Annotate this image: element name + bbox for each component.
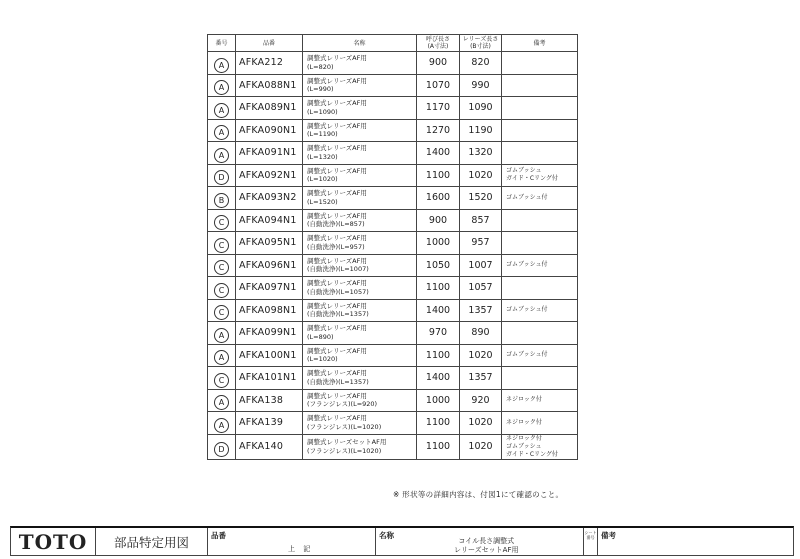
table-row — [208, 299, 578, 322]
code-badge: B — [214, 193, 229, 208]
document-type: 部品特定用図 — [96, 528, 208, 555]
header-nominal-length — [417, 35, 460, 52]
cell-code — [208, 344, 236, 367]
cell-part-number: AFKA093N2 — [236, 187, 303, 210]
cell-nominal-length: 900 — [417, 52, 460, 75]
name-line-1: 調整式レリーズAF用 — [307, 279, 367, 288]
cell-name — [303, 254, 417, 277]
name-line-2: (フランジレス)(L=920) — [307, 400, 378, 409]
cell-name — [303, 412, 417, 435]
cell-code — [208, 164, 236, 187]
cell-name — [303, 119, 417, 142]
cell-code — [208, 187, 236, 210]
table-row — [208, 434, 578, 459]
title-name-label: 名称 — [379, 531, 394, 540]
name-line-1: 調整式レリーズAF用 — [307, 414, 367, 423]
cell-release-length: 1320 — [460, 142, 502, 165]
name-line-1: 調整式レリーズAF用 — [307, 324, 367, 333]
remark-line-1: ネジロック付 — [506, 418, 542, 426]
cell-code — [208, 52, 236, 75]
table-row — [208, 344, 578, 367]
cell-release-length: 1020 — [460, 434, 502, 459]
cell-name — [303, 322, 417, 345]
table-row — [208, 142, 578, 165]
header-code: 番号 — [208, 35, 236, 52]
name-line-1: 調整式レリーズAF用 — [307, 391, 367, 400]
name-line-1: 調整式レリーズAF用 — [307, 54, 367, 63]
name-line-1: 調整式レリーズAF用 — [307, 99, 367, 108]
cell-nominal-length: 1000 — [417, 389, 460, 412]
cell-name — [303, 389, 417, 412]
name-line-2: (L=1190) — [307, 130, 338, 139]
title-remarks-cell — [598, 528, 793, 555]
cell-name — [303, 277, 417, 300]
remark-line-2: ガイド・Cリング付 — [506, 175, 558, 183]
cell-release-length: 890 — [460, 322, 502, 345]
cell-nominal-length: 1100 — [417, 164, 460, 187]
cell-remarks — [502, 142, 578, 165]
cell-release-length: 1357 — [460, 367, 502, 390]
name-line-1: 調整式レリーズAF用 — [307, 211, 367, 220]
name-line-1: 調整式レリーズAF用 — [307, 256, 367, 265]
title-name-line-1: コイル長さ調整式 — [458, 537, 515, 545]
cell-name — [303, 232, 417, 255]
cell-release-length: 820 — [460, 52, 502, 75]
code-badge: A — [214, 395, 229, 410]
cell-part-number: AFKA212 — [236, 52, 303, 75]
name-line-1: 調整式レリーズAF用 — [307, 121, 367, 130]
cell-name — [303, 52, 417, 75]
cell-remarks — [502, 119, 578, 142]
cell-remarks — [502, 412, 578, 435]
cell-code — [208, 299, 236, 322]
name-line-2: (L=890) — [307, 332, 334, 341]
cell-release-length: 1357 — [460, 299, 502, 322]
name-line-2: (フランジレス)(L=1020) — [307, 446, 382, 455]
cell-release-length: 920 — [460, 389, 502, 412]
cell-remarks — [502, 299, 578, 322]
name-line-2: (L=1020) — [307, 355, 338, 364]
table-body — [208, 52, 578, 460]
cell-name — [303, 164, 417, 187]
code-badge: C — [214, 238, 229, 253]
cell-nominal-length: 1400 — [417, 142, 460, 165]
cell-nominal-length: 1100 — [417, 344, 460, 367]
cell-part-number: AFKA088N1 — [236, 74, 303, 97]
cell-remarks — [502, 74, 578, 97]
cell-nominal-length: 1100 — [417, 412, 460, 435]
table-row — [208, 164, 578, 187]
code-badge: C — [214, 260, 229, 275]
cell-code — [208, 232, 236, 255]
cell-nominal-length: 1270 — [417, 119, 460, 142]
table-row — [208, 52, 578, 75]
cell-part-number: AFKA100N1 — [236, 344, 303, 367]
cell-nominal-length: 1100 — [417, 277, 460, 300]
table-row — [208, 412, 578, 435]
cell-code — [208, 119, 236, 142]
cell-nominal-length: 1600 — [417, 187, 460, 210]
cell-code — [208, 254, 236, 277]
table-row — [208, 232, 578, 255]
header-part-number: 品番 — [236, 35, 303, 52]
code-badge: C — [214, 283, 229, 298]
cell-code — [208, 389, 236, 412]
name-line-2: (フランジレス)(L=1020) — [307, 422, 382, 431]
cell-remarks — [502, 344, 578, 367]
code-badge: A — [214, 58, 229, 73]
name-line-2: (L=1320) — [307, 152, 338, 161]
cell-nominal-length: 1100 — [417, 434, 460, 459]
name-line-2: (自動洗浄)(L=1057) — [307, 287, 369, 296]
remark-line-1: ネジロック付 — [506, 434, 542, 442]
code-badge: C — [214, 305, 229, 320]
code-badge: A — [214, 350, 229, 365]
title-name-line-2: レリーズセットAF用 — [454, 545, 519, 554]
title-part-value: 上 記 — [288, 545, 314, 553]
cell-nominal-length: 1170 — [417, 97, 460, 120]
cell-part-number: AFKA138 — [236, 389, 303, 412]
cell-part-number: AFKA096N1 — [236, 254, 303, 277]
cell-code — [208, 434, 236, 459]
table-row — [208, 367, 578, 390]
title-name-value — [454, 537, 518, 554]
cell-name — [303, 187, 417, 210]
cell-part-number: AFKA099N1 — [236, 322, 303, 345]
cell-code — [208, 97, 236, 120]
cell-remarks — [502, 254, 578, 277]
code-badge: A — [214, 125, 229, 140]
name-line-1: 調整式レリーズAF用 — [307, 346, 367, 355]
header-nominal-length-sub: (A寸法) — [427, 43, 449, 50]
cell-name — [303, 434, 417, 459]
code-badge: D — [214, 170, 229, 185]
table-row — [208, 254, 578, 277]
cell-part-number: AFKA140 — [236, 434, 303, 459]
remark-line-2: ゴムブッシュ — [506, 442, 542, 450]
cell-name — [303, 367, 417, 390]
name-line-2: (L=990) — [307, 85, 334, 94]
name-line-2: (自動洗浄)(L=1357) — [307, 310, 369, 319]
table-row — [208, 322, 578, 345]
cell-remarks — [502, 52, 578, 75]
cell-part-number: AFKA095N1 — [236, 232, 303, 255]
cell-part-number: AFKA101N1 — [236, 367, 303, 390]
cell-remarks — [502, 389, 578, 412]
cell-nominal-length: 1070 — [417, 74, 460, 97]
table-row — [208, 97, 578, 120]
title-sheet-label: シート番号 — [584, 528, 598, 555]
name-line-2: (自動洗浄)(L=957) — [307, 242, 365, 251]
cell-name — [303, 209, 417, 232]
cell-remarks — [502, 434, 578, 459]
name-line-1: 調整式レリーズAF用 — [307, 234, 367, 243]
cell-part-number: AFKA139 — [236, 412, 303, 435]
cell-nominal-length: 1000 — [417, 232, 460, 255]
cell-nominal-length: 1400 — [417, 299, 460, 322]
code-badge: A — [214, 80, 229, 95]
cell-code — [208, 367, 236, 390]
table-row — [208, 74, 578, 97]
name-line-2: (L=1020) — [307, 175, 338, 184]
cell-release-length: 857 — [460, 209, 502, 232]
cell-remarks — [502, 322, 578, 345]
remark-line-1: ゴムブッシュ — [506, 167, 542, 175]
cell-release-length: 1520 — [460, 187, 502, 210]
cell-code — [208, 412, 236, 435]
header-nominal-length-label: 呼び長さ — [425, 36, 450, 43]
cell-code — [208, 142, 236, 165]
cell-part-number: AFKA092N1 — [236, 164, 303, 187]
header-name: 名称 — [303, 35, 417, 52]
name-line-1: 調整式レリーズAF用 — [307, 301, 367, 310]
cell-release-length: 1007 — [460, 254, 502, 277]
cell-release-length: 1190 — [460, 119, 502, 142]
header-remarks: 備考 — [502, 35, 578, 52]
remark-line-1: ゴムブッシュ付 — [506, 261, 548, 269]
cell-code — [208, 74, 236, 97]
remark-line-1: ゴムブッシュ付 — [506, 306, 548, 314]
cell-remarks — [502, 164, 578, 187]
detail-note: ※ 形状等の詳細内容は、付図1にて確認のこと。 — [393, 490, 564, 499]
cell-release-length: 1020 — [460, 344, 502, 367]
header-release-length — [460, 35, 502, 52]
cell-release-length: 957 — [460, 232, 502, 255]
remark-line-3: ガイド・Cリング付 — [506, 450, 558, 458]
header-release-length-label: レリーズ長さ — [462, 36, 499, 43]
cell-remarks — [502, 187, 578, 210]
name-line-1: 調整式レリーズAF用 — [307, 166, 367, 175]
cell-nominal-length: 1400 — [417, 367, 460, 390]
remark-line-1: ネジロック付 — [506, 396, 542, 404]
header-release-length-sub: (B寸法) — [470, 43, 491, 50]
cell-remarks — [502, 367, 578, 390]
title-part-label: 品番 — [211, 531, 226, 540]
code-badge: A — [214, 103, 229, 118]
cell-release-length: 1057 — [460, 277, 502, 300]
cell-code — [208, 322, 236, 345]
name-line-1: 調整式レリーズAF用 — [307, 369, 367, 378]
title-block — [10, 526, 794, 556]
code-badge: C — [214, 215, 229, 230]
name-line-1: 調整式レリーズAF用 — [307, 76, 367, 85]
cell-part-number: AFKA089N1 — [236, 97, 303, 120]
code-badge: D — [214, 442, 229, 457]
cell-remarks — [502, 277, 578, 300]
name-line-1: 調整式レリーズセットAF用 — [307, 438, 387, 446]
name-line-2: (L=1520) — [307, 197, 338, 206]
table-row — [208, 187, 578, 210]
code-badge: A — [214, 328, 229, 343]
cell-remarks — [502, 97, 578, 120]
cell-nominal-length: 970 — [417, 322, 460, 345]
code-badge: C — [214, 373, 229, 388]
name-line-2: (自動洗浄)(L=857) — [307, 220, 365, 229]
cell-release-length: 990 — [460, 74, 502, 97]
remark-line-1: ゴムブッシュ付 — [506, 351, 548, 359]
parts-table — [207, 34, 578, 460]
cell-part-number: AFKA094N1 — [236, 209, 303, 232]
name-line-2: (自動洗浄)(L=1007) — [307, 265, 369, 274]
title-remarks-label: 備考 — [601, 531, 616, 540]
cell-release-length: 1020 — [460, 412, 502, 435]
title-part-cell — [208, 528, 376, 555]
cell-name — [303, 299, 417, 322]
cell-remarks — [502, 232, 578, 255]
cell-release-length: 1090 — [460, 97, 502, 120]
name-line-1: 調整式レリーズAF用 — [307, 189, 367, 198]
cell-nominal-length: 900 — [417, 209, 460, 232]
name-line-1: 調整式レリーズAF用 — [307, 144, 367, 153]
cell-name — [303, 97, 417, 120]
cell-name — [303, 344, 417, 367]
table-row — [208, 119, 578, 142]
code-badge: A — [214, 418, 229, 433]
cell-nominal-length: 1050 — [417, 254, 460, 277]
cell-name — [303, 142, 417, 165]
code-badge: A — [214, 148, 229, 163]
cell-name — [303, 74, 417, 97]
name-line-2: (L=820) — [307, 62, 334, 71]
table-row — [208, 277, 578, 300]
title-name-cell — [376, 528, 584, 555]
name-line-2: (自動洗浄)(L=1357) — [307, 377, 369, 386]
table-row — [208, 209, 578, 232]
brand-logo: TOTO — [11, 528, 96, 555]
cell-code — [208, 277, 236, 300]
remark-line-1: ゴムブッシュ付 — [506, 193, 548, 201]
cell-code — [208, 209, 236, 232]
table-header-row — [208, 35, 578, 52]
cell-part-number: AFKA098N1 — [236, 299, 303, 322]
cell-part-number: AFKA097N1 — [236, 277, 303, 300]
cell-release-length: 1020 — [460, 164, 502, 187]
cell-remarks — [502, 209, 578, 232]
cell-part-number: AFKA091N1 — [236, 142, 303, 165]
table-row — [208, 389, 578, 412]
cell-part-number: AFKA090N1 — [236, 119, 303, 142]
name-line-2: (L=1090) — [307, 107, 338, 116]
